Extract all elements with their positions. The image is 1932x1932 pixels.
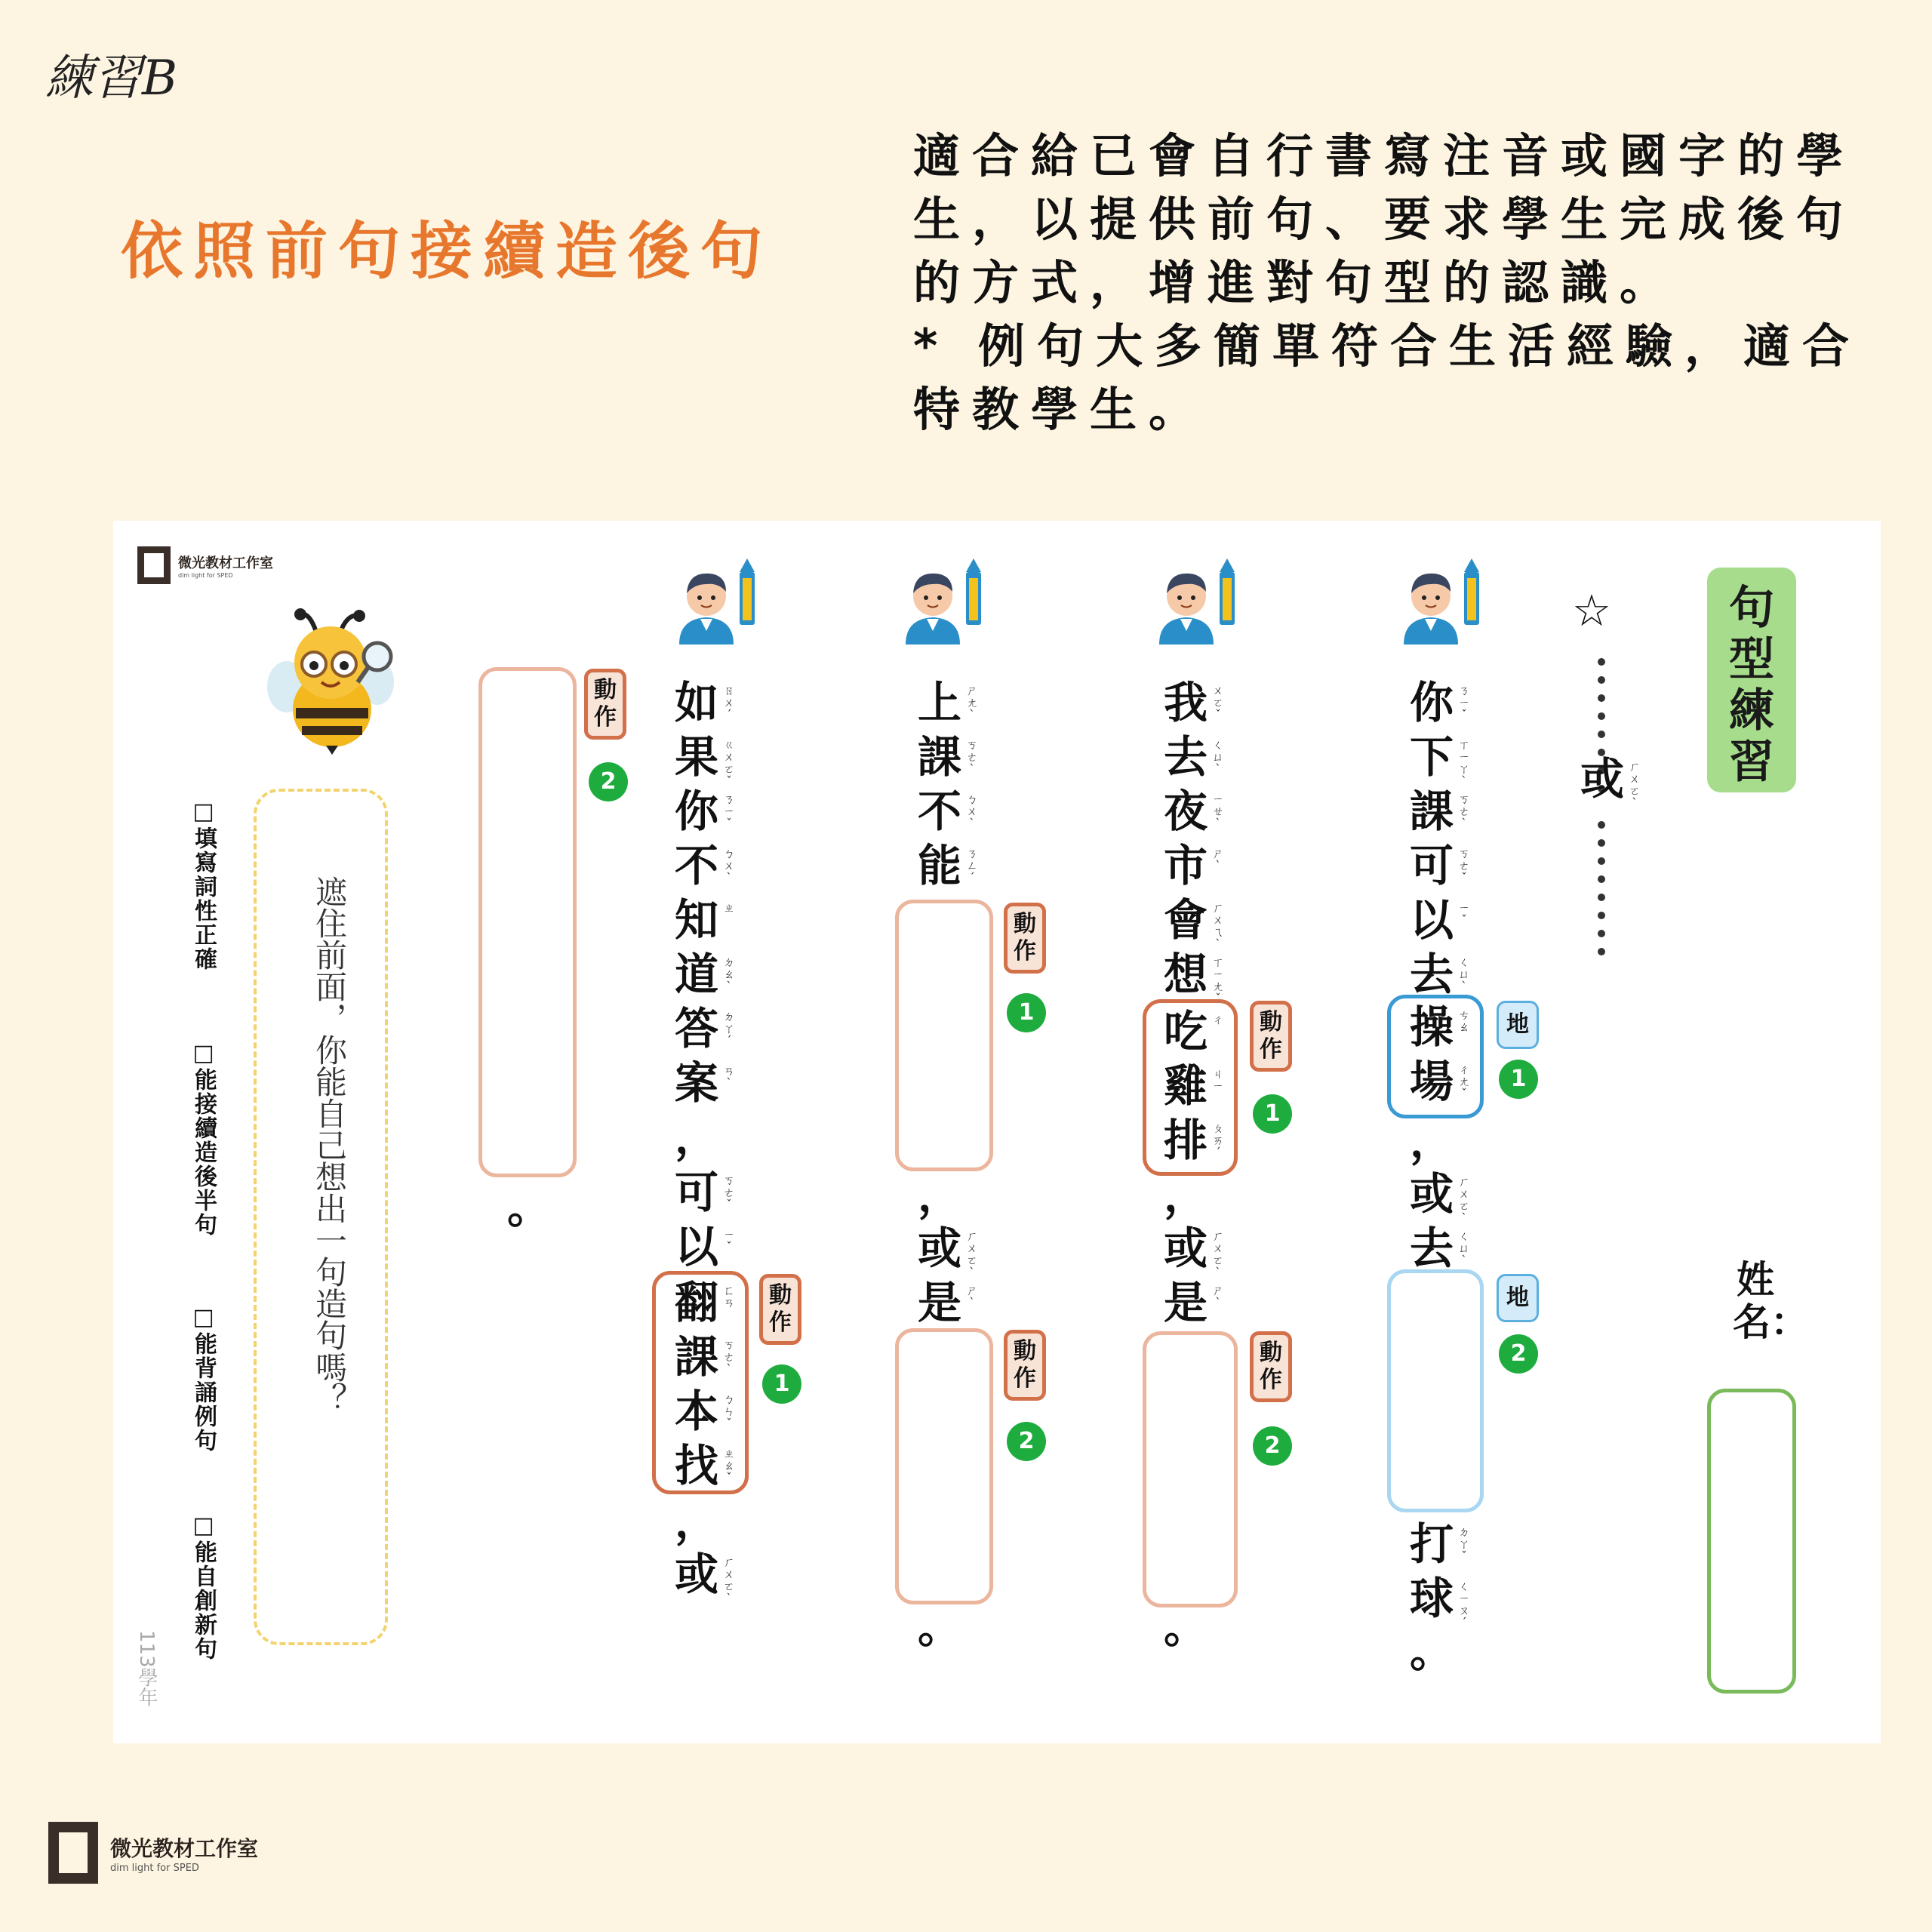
logo-mark-icon [137, 546, 171, 584]
action-tag: 動作 [1004, 903, 1046, 974]
intro-line: 特教學生。 [913, 382, 1208, 437]
comma: ， [674, 1112, 718, 1163]
action-tag: 動作 [1250, 1331, 1292, 1402]
worksheet-logo [137, 546, 273, 584]
pattern-word: 或 ㄏ ㄨ ㄛ ˋ [1580, 753, 1641, 810]
sentence-4-part-mid: 可 ㄎ ㄜ ˇ 以 ㄧ ˇ [674, 1167, 735, 1272]
footer-logo-name: 微光教材工作室 [110, 1835, 259, 1861]
number-badge: 1 [1007, 993, 1046, 1032]
action-tag: 動作 [1004, 1330, 1046, 1401]
number-badge: 1 [1499, 1060, 1538, 1099]
period: 。 [1409, 1626, 1454, 1677]
number-badge: 1 [762, 1364, 801, 1404]
intro-text [913, 125, 1862, 441]
comma: ， [1409, 1115, 1454, 1167]
place-tag: 地 [1497, 1001, 1539, 1049]
answer-box-action[interactable] [895, 1328, 993, 1604]
comma: ， [1163, 1170, 1208, 1221]
handwritten-practice-label: 練習B [45, 51, 178, 106]
sentence-2-part-2: 或 ㄏ ㄨ ㄛ ˋ 是 ㄕ ˋ [1163, 1223, 1224, 1328]
ellipsis-dots [1598, 821, 1607, 966]
intro-line: 適合給已會自行書寫注音或國字的學 [913, 128, 1856, 183]
answer-box-place[interactable] [1387, 1269, 1484, 1512]
logo-tagline: dim light for SPED [178, 571, 233, 579]
answer-box-action[interactable] [895, 900, 993, 1171]
sentence-4-part-2: 或 ㄏ ㄨ ㄛ ˋ [674, 1549, 735, 1605]
sentence-3-part-2: 或 ㄏ ㄨ ㄛ ˋ 是 ㄕ ˋ [917, 1223, 978, 1328]
name-input-box[interactable] [1707, 1389, 1796, 1694]
worksheet-title: 句型練習 [1707, 568, 1796, 792]
footer-logo [48, 1822, 258, 1884]
student-writing-icon [1156, 558, 1239, 648]
sentence-2-part-1: 我 ㄨ ㄛ ˇ 去 ㄑ ㄩ ˋ 夜 ㄧ ㄝ ˋ 市 ㄕ ˋ 會 ㄏ ㄨ ㄟ ˋ 想 ㄒ ㄧ ㄤ ˇ [1163, 677, 1224, 1005]
sentence-2-example-word: 吃 ㄔ 雞 ㄐ ㄧ 排 ㄆ ㄞ ˊ [1163, 1006, 1224, 1166]
year-note: 113學年 [135, 1630, 158, 1707]
sentence-3-part-1: 上 ㄕ ㄤ ˋ 課 ㄎ ㄜ ˋ 不 ㄅ ㄨ ˋ 能 ㄋ ㄥ ˊ [917, 677, 978, 891]
action-tag: 動作 [759, 1274, 801, 1345]
period: 。 [1163, 1601, 1208, 1653]
answer-box-action[interactable] [1143, 1331, 1238, 1607]
answer-box-action[interactable] [478, 667, 577, 1177]
footer-logo-tagline: dim light for SPED [110, 1862, 199, 1874]
checklist-item: □填寫詞性正確 [190, 798, 217, 971]
checklist-item: □能自創新句 [190, 1512, 217, 1661]
action-tag: 動作 [1250, 1001, 1292, 1072]
intro-line: * 例句大多簡單符合生活經驗，適合 [913, 318, 1862, 374]
sentence-4-example-word: 翻 ㄈ ㄢ 課 ㄎ ㄜ ˋ 本 ㄅ ㄣ ˇ 找 ㄓ ㄠ ˇ [674, 1277, 735, 1491]
number-badge: 1 [1253, 1094, 1292, 1134]
sentence-1-part-1: 你 ㄋ ㄧ ˇ 下 ㄒ ㄧ ㄚ ˋ 課 ㄎ ㄜ ˋ 可 ㄎ ㄜ ˇ 以 ㄧ ˇ 去 ㄑ ㄩ ˋ [1409, 677, 1470, 1000]
sentence-1-example-word: 操 ㄘ ㄠ 場 ㄔ ㄤ ˇ [1409, 1001, 1470, 1107]
student-writing-icon [1401, 558, 1484, 648]
cover-hint-text: 遮住前面，你能自己想出一句造句嗎？ [311, 875, 348, 1414]
comma: ， [674, 1496, 718, 1547]
checklist-item: □能背誦例句 [190, 1304, 217, 1453]
sentence-1-part-2: 或 ㄏ ㄨ ㄛ ˋ 去 ㄑ ㄩ ˋ [1409, 1168, 1470, 1274]
comma: ， [917, 1170, 961, 1221]
number-badge: 2 [1253, 1426, 1292, 1466]
student-writing-icon [676, 558, 759, 648]
bee-mascot-icon [264, 604, 400, 755]
star-icon: ☆ [1572, 585, 1611, 636]
period: 。 [917, 1601, 961, 1653]
action-tag: 動作 [584, 669, 626, 740]
logo-name: 微光教材工作室 [178, 555, 273, 571]
checklist-item: □能接續造後半句 [190, 1040, 217, 1237]
number-badge: 2 [589, 762, 628, 801]
logo-mark-icon [48, 1822, 98, 1884]
name-label: 姓名： [1733, 1258, 1808, 1344]
intro-line: 的方式，增進對句型的認識。 [913, 255, 1679, 310]
student-writing-icon [903, 558, 986, 648]
number-badge: 2 [1007, 1422, 1046, 1461]
sentence-4-part-1: 如 ㄖ ㄨ ˊ 果 ㄍ ㄨ ㄛ ˇ 你 ㄋ ㄧ ˇ 不 ㄅ ㄨ ˋ 知 ㄓ 道 ㄉ ㄠ ˋ 答 ㄉ ㄚ ˊ 案 ㄢ ˋ [674, 677, 735, 1109]
sentence-1-part-3: 打 ㄉ ㄚ ˇ 球 ㄑ ㄧ ㄡ ˊ [1409, 1518, 1470, 1629]
intro-line: 生，以提供前句、要求學生完成後句 [913, 192, 1856, 247]
headline: 依照前句接續造後句 [121, 216, 774, 288]
number-badge: 2 [1499, 1334, 1538, 1374]
place-tag: 地 [1497, 1274, 1539, 1322]
period: 。 [506, 1182, 551, 1233]
